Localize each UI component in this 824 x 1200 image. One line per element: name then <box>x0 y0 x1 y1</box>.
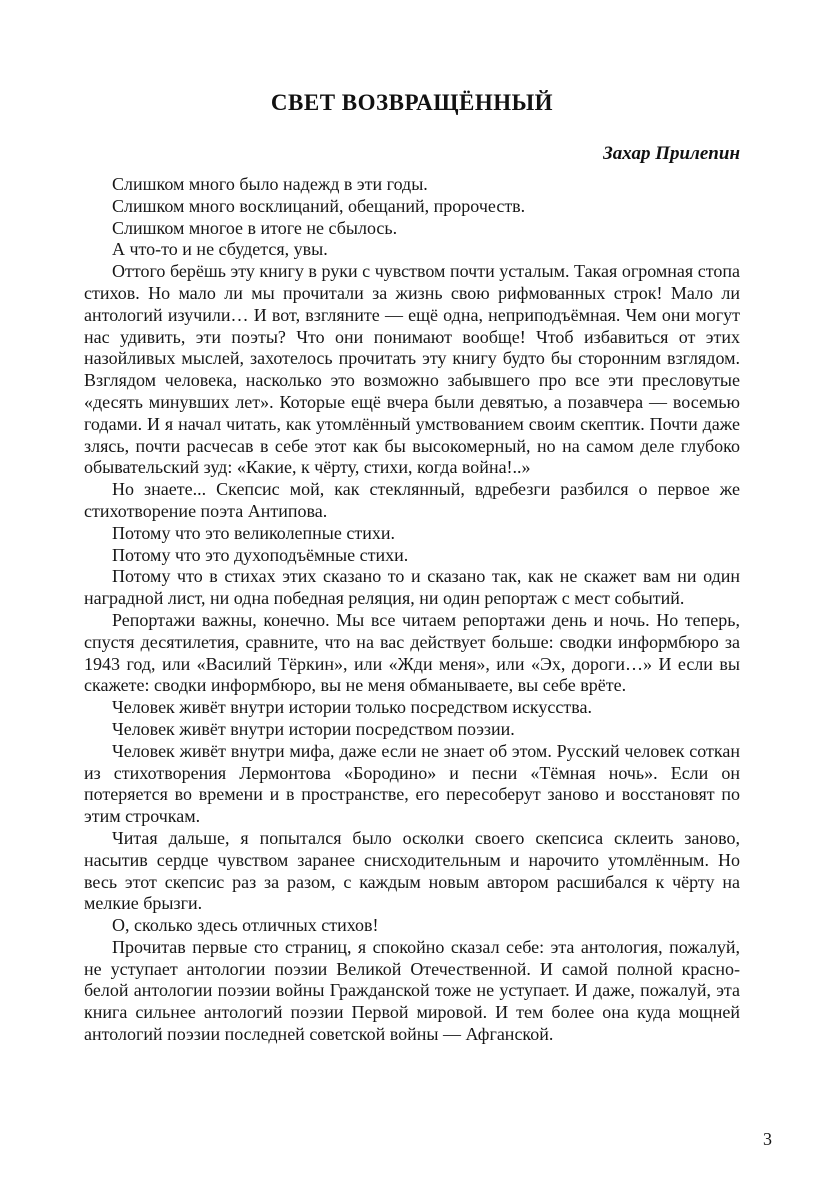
paragraph: Слишком много восклицаний, обещаний, пророчеств. <box>112 195 526 216</box>
paragraph: Потому что это духоподъёмные стихи. <box>112 544 409 565</box>
paragraph: А что-то и не сбудется, увы. <box>112 239 328 260</box>
paragraph: Оттого берёшь эту книгу в руки с чувством почти усталым. Такая огромная стопа стихов. Но мало ли мы прочитали за жизнь свою рифмованных строк! Мало ли антологий изучили… И вот, взгляните — ещё одна, неприподъёмная. Чем они могут нас удивить, эти поэты? Что они понимают вообще! Чтоб избавиться от этих назойливых мыслей, захотелось прочитать эту книгу будто бы сторонним взглядом. Взглядом человека, насколько это возможно забывшего про все эти пресловутые «десять минувших лет». Которые ещё вчера были девятью, а позавчера — восемью годами. И я начал читать, как утомлённый умствованием своим скептик. Почти даже злясь, почти расчесав в себе этот как бы высокомерный, но на самом деле глубоко обывательский зуд: «Какие, к чёрту, стихи, когда война!..» <box>84 261 740 478</box>
paragraph: Прочитав первые сто страниц, я спокойно сказал себе: эта антология, пожалуй, не уступает антологии поэзии Великой Отечественной. И самой полной красно-белой антологии поэзии войны Гражданской тоже не уступает. И даже, пожалуй, эта книга сильнее антологий поэзии Первой мировой. И тем более она куда мощней антологий поэзии последней советской войны — Афганской. <box>84 936 740 1045</box>
paragraph: О, сколько здесь отличных стихов! <box>112 915 379 936</box>
paragraph: Человек живёт внутри мифа, даже если не знает об этом. Русский человек соткан из стихотворения Лермонтова «Бородино» и песни «Тёмная ночь». Если он потеряется во времени и в пространстве, его пересоберут заново и восстановят по этим строчкам. <box>84 740 740 827</box>
paragraph: Человек живёт внутри истории только посредством искусства. <box>112 697 592 718</box>
paragraph: Человек живёт внутри истории посредством поэзии. <box>112 718 515 739</box>
paragraph: Слишком много было надежд в эти годы. <box>112 174 428 194</box>
page-title: СВЕТ ВОЗВРАЩЁННЫЙ <box>270 90 554 115</box>
paragraph: Слишком многое в итоге не сбылось. <box>112 217 398 238</box>
paragraph: Репортажи важны, конечно. Мы все читаем репортажи день и ночь. Но теперь, спустя десятилетия, сравните, что на вас действует больше: сводки информбюро за 1943 год, или «Василий Тёркин», или «Жди меня», или «Эх, дороги…» И если вы скажете: сводки информбюро, вы не меня обманываете, вы себе врёте. <box>84 609 740 696</box>
paragraph: Потому что это великолепные стихи. <box>112 522 396 543</box>
paragraph: Но знаете... Скепсис мой, как стеклянный, вдребезги разбился о первое же стихотворение поэта Антипова. <box>84 479 740 521</box>
author-name: Захар Прилепин <box>603 143 740 164</box>
body-text <box>84 174 740 1046</box>
paragraph: Читая дальше, я попытался было осколки своего скепсиса склеить заново, насытив сердце чувством заранее снисходительным и нарочито утомлённым. Но весь этот скепсис раз за разом, с каждым новым автором расшибался к чёрту на мелкие брызги. <box>84 827 740 914</box>
paragraph: Потому что в стихах этих сказано то и сказано так, как не скажет вам ни один наградной лист, ни одна победная реляция, ни один репортаж с мест событий. <box>84 566 740 609</box>
text-block <box>84 0 740 1046</box>
page-number: 3 <box>763 1129 772 1149</box>
